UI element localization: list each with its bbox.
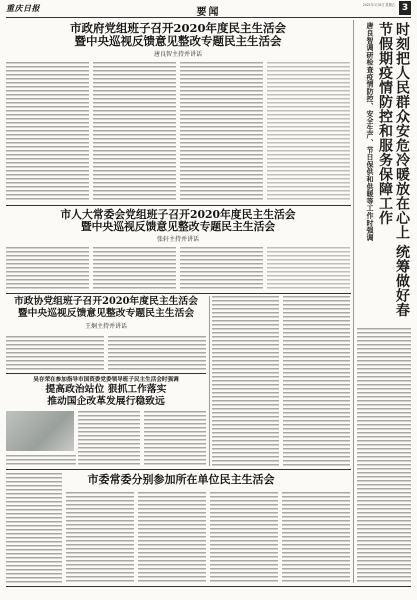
article-3-heading [6,296,206,330]
section-title: 要闻 [196,7,221,18]
article-2-title-line2: 暨中央巡视反馈意见整改专题民主生活会 [80,220,276,233]
masthead [6,3,411,16]
article-4-body-cont [6,455,76,466]
divider [6,469,351,470]
sidebar-body [357,328,411,583]
article-4-kicker: 吴存荣在参加指导市国资委党委领导班子民主生活会时强调 [33,377,179,383]
article-3-column [108,336,206,370]
article-2-column [180,247,263,289]
page-number: 3 [399,1,411,15]
article-5-column [138,492,206,583]
masthead-rule [6,17,411,18]
article-2-column [6,247,89,289]
continuation-column [283,296,350,466]
article-5-title: 市委常委分别参加所在单位民主生活会 [87,473,275,486]
article-2-column [93,247,176,289]
article-2-column [267,247,350,289]
article-3-column [6,336,104,370]
issue-date: 2021年1月8日 星期五 [362,3,395,7]
article-5-column [210,492,278,583]
sidebar-headline: 时刻把人民群众安危冷暖放在心上 统筹做好春节假期疫情防控和服务保障工作 [377,22,410,318]
article-3-byline: 王炯主持并讲话 [84,323,127,330]
article-5-column [66,492,134,583]
article-1-column [6,62,89,200]
article-5-left-body [6,473,62,583]
newspaper-logo: 重庆日报 [6,3,40,13]
article-4-title-line1: 提高政治站位 狠抓工作落实 [45,384,167,395]
article-3-title-line2: 暨中央巡视反馈意见整改专题民主生活会 [17,308,195,319]
sidebar-column [357,328,411,583]
article-5-column [6,473,62,583]
article-1-heading [6,22,350,58]
article-2-body [6,247,350,289]
article-photo [6,411,74,451]
article-5-column [282,492,350,583]
article-1-body [6,62,350,200]
sidebar-headline-block [356,22,412,322]
sidebar-divider [353,20,354,583]
divider [6,205,351,206]
article-2-title-line1: 市人大常委会党组班子召开2020年度民主生活会 [60,208,296,221]
article-1-column [93,62,176,200]
article-5-heading [66,473,296,487]
article-4-title-line2: 推动国企改革发展行稳致远 [47,396,165,407]
article-4-column [144,411,206,466]
article-4-column [6,455,76,466]
article-1-column [180,62,263,200]
article-4-heading [6,376,206,408]
article-3-title-line1: 市政协党组班子召开2020年度民主生活会 [13,296,199,307]
article-2-byline: 张轩主持并讲话 [156,236,199,243]
divider [6,293,351,294]
article-1-title-line2: 暨中央巡视反馈意见整改专题民主生活会 [74,34,282,48]
article-1-title-line1: 市政府党组班子召开2020年度民主生活会 [69,21,286,35]
article-4-body [78,411,206,466]
column-divider [209,296,210,466]
article-5-body [66,492,350,583]
divider [6,373,206,374]
article-2-heading [6,209,350,243]
article-3-body [6,336,206,370]
article-1-column [267,62,350,200]
continuation-column [212,296,279,466]
continuation-body [212,296,350,466]
footer-rule [6,586,411,587]
article-4-column [78,411,140,466]
sidebar-subtitle: 唐良智调研检查疫情防控、安全生产、节日保供和供暖等工作时强调 [366,22,375,241]
article-1-byline: 唐良智主持并讲话 [153,51,202,58]
